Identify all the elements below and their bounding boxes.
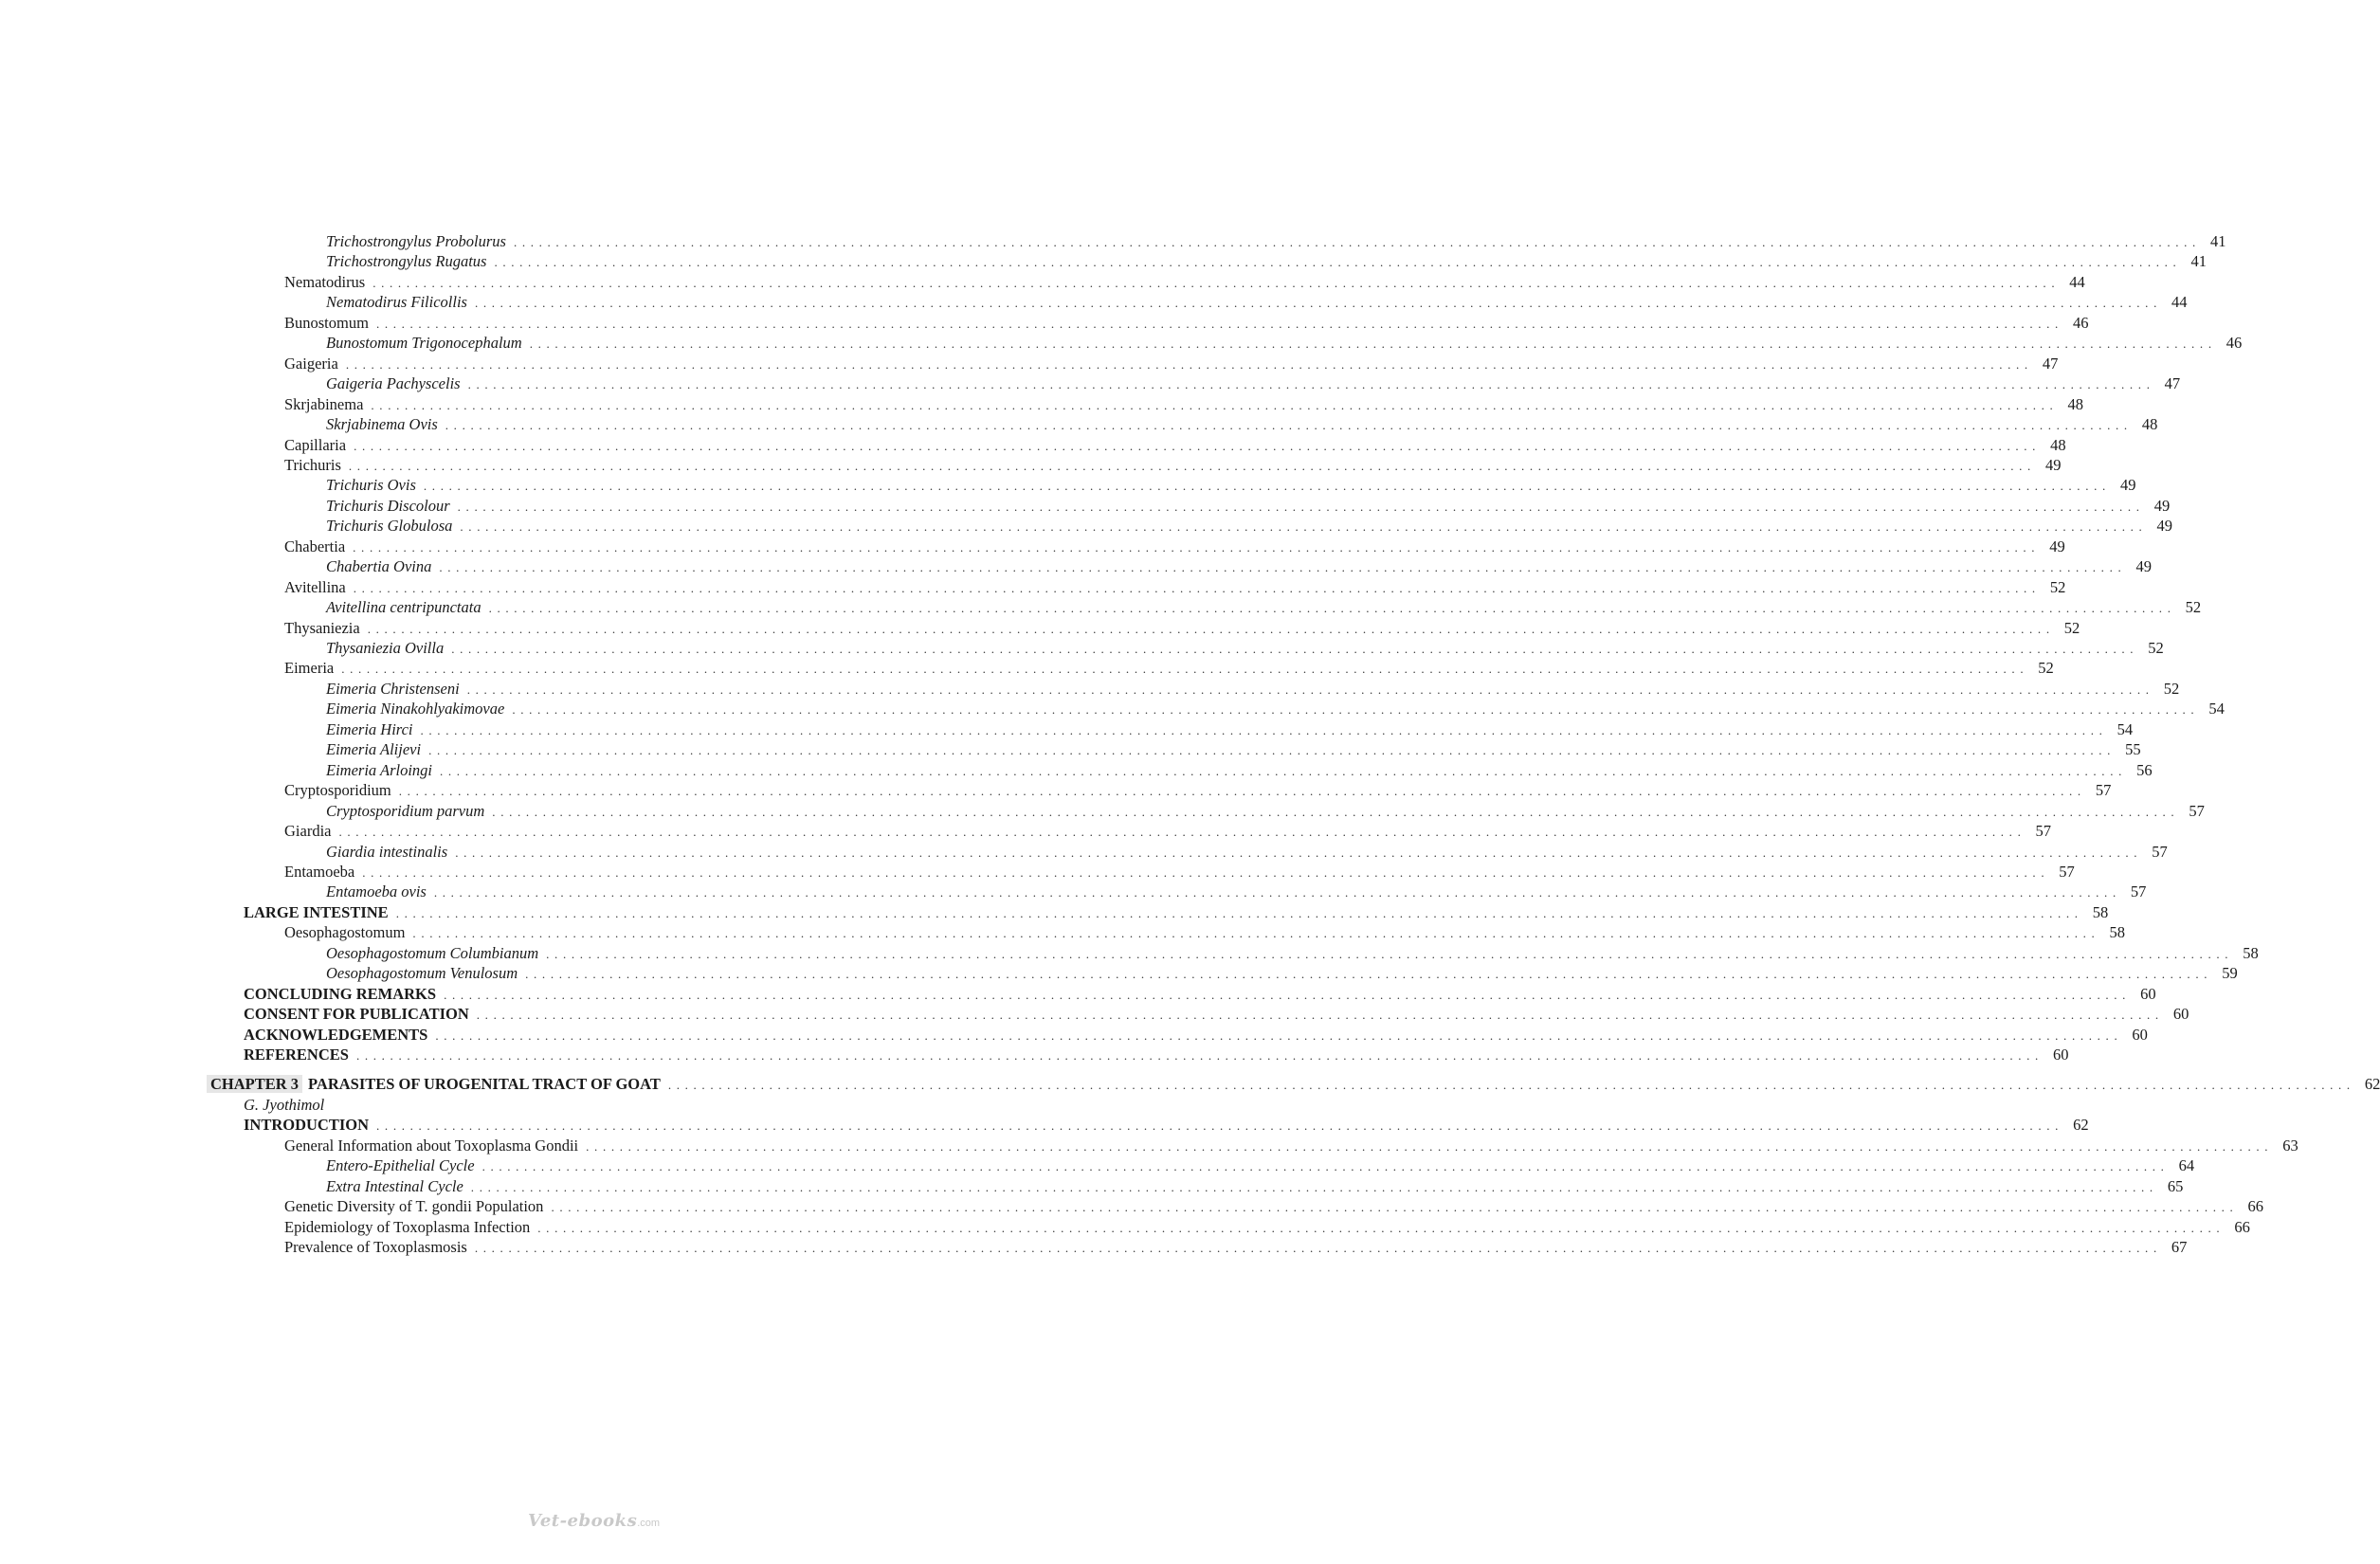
toc-entry[interactable]	[326, 475, 2136, 496]
toc-entry[interactable]	[326, 231, 2226, 252]
leader-dots: . . . . . . . . . . . . . . . . . . . . . . . . . . . . . . . . . . . . . . . . . . . . . . . . . . . . . . . . . . . . . . . . . . . . . . . . . . . . . . . . . . . . . . . . . . . . . . . . . . . . . . . . . . . . . . . . . . . . . . . . . . . . . . . . . . . . . . . . . . . . . . . . . . . . . . . . . . . . . . . . . . . . . . . . . . . . . . . . . . . . . . . . . . . . . . . . . . . . . . . .	[529, 336, 2213, 352]
toc-entry[interactable]	[244, 1004, 2189, 1025]
leader-dots: . . . . . . . . . . . . . . . . . . . . . . . . . . . . . . . . . . . . . . . . . . . . . . . . . . . . . . . . . . . . . . . . . . . . . . . . . . . . . . . . . . . . . . . . . . . . . . . . . . . . . . . . . . . . . . . . . . . . . . . . . . . . . . . . . . . . . . . . . . . . . . . . . . . . . . . . . . . . . . . . . . . . . . . . . . . . . . . . . . . . . . . . . . . . . . . . . . . . . . . .	[444, 987, 2127, 1002]
toc-entry-title: Entero-Epithelial Cycle	[326, 1156, 475, 1175]
page-number: 41	[2210, 232, 2226, 250]
leader-dots: . . . . . . . . . . . . . . . . . . . . . . . . . . . . . . . . . . . . . . . . . . . . . . . . . . . . . . . . . . . . . . . . . . . . . . . . . . . . . . . . . . . . . . . . . . . . . . . . . . . . . . . . . . . . . . . . . . . . . . . . . . . . . . . . . . . . . . . . . . . . . . . . . . . . . . . . . . . . . . . . . . . . . . . . . . . . . . . . . . . . . . . . . . . . . . . . . . . . . . . .	[460, 519, 2143, 535]
toc-entry[interactable]	[244, 1045, 2069, 1065]
toc-entry-title: Genetic Diversity of T. gondii Population	[284, 1197, 544, 1216]
page-number: 44	[2069, 272, 2085, 291]
toc-entry[interactable]	[326, 292, 2188, 313]
page-number: 52	[2148, 639, 2164, 657]
toc-entry[interactable]	[284, 455, 2062, 476]
toc-entry[interactable]	[326, 719, 2134, 740]
toc-entry-title: Extra Intestinal Cycle	[326, 1176, 463, 1195]
toc-entry-title: Eimeria Alijevi	[326, 740, 422, 759]
page-number: 66	[2234, 1217, 2250, 1236]
toc-entry[interactable]	[326, 699, 2225, 719]
toc-entry[interactable]	[326, 496, 2171, 517]
toc-entry[interactable]	[244, 1025, 2148, 1046]
toc-entry-title: ACKNOWLEDGEMENTS	[244, 1025, 428, 1044]
leader-dots: . . . . . . . . . . . . . . . . . . . . . . . . . . . . . . . . . . . . . . . . . . . . . . . . . . . . . . . . . . . . . . . . . . . . . . . . . . . . . . . . . . . . . . . . . . . . . . . . . . . . . . . . . . . . . . . . . . . . . . . . . . . . . . . . . . . . . . . . . . . . . . . . . . . . . . . . . . . . . . . . . . . . . . . . . . . . . . . . . . . . . . . . . . . . . . . . . . . . . . . .	[537, 1220, 2221, 1235]
toc-entry-title: Chabertia	[284, 536, 346, 555]
toc-entry-title: General Information about Toxoplasma Gondii	[284, 1136, 579, 1155]
toc-entry-title: Nematodirus Filicollis	[326, 293, 467, 312]
page-number: 49	[2156, 517, 2172, 536]
page-number: 54	[2117, 719, 2134, 738]
leader-dots: . . . . . . . . . . . . . . . . . . . . . . . . . . . . . . . . . . . . . . . . . . . . . . . . . . . . . . . . . . . . . . . . . . . . . . . . . . . . . . . . . . . . . . . . . . . . . . . . . . . . . . . . . . . . . . . . . . . . . . . . . . . . . . . . . . . . . . . . . . . . . . . . . . . . . . . . . . . . . . . . . . . . . . . . . . . . . . . . . . . . . . . . . . . . . . . . . . . . . . . .	[439, 560, 2122, 575]
page-number: 57	[2035, 822, 2052, 841]
page-number: 60	[2132, 1025, 2148, 1044]
page-number: 57	[2189, 801, 2205, 820]
toc-entry[interactable]	[326, 882, 2147, 902]
toc-entry-title: Trichuris Ovis	[326, 476, 416, 495]
page-number: 59	[2222, 964, 2238, 983]
toc-entry-title: Oesophagostomum	[284, 923, 406, 942]
toc-entry[interactable]	[326, 373, 2181, 394]
toc-entry-title: Skrjabinema Ovis	[326, 415, 438, 434]
page-number: 60	[2172, 1005, 2189, 1024]
page-number: 60	[2140, 984, 2156, 1003]
toc-entry-title: Nematodirus	[284, 272, 366, 291]
leader-dots: . . . . . . . . . . . . . . . . . . . . . . . . . . . . . . . . . . . . . . . . . . . . . . . . . . . . . . . . . . . . . . . . . . . . . . . . . . . . . . . . . . . . . . . . . . . . . . . . . . . . . . . . . . . . . . . . . . . . . . . . . . . . . . . . . . . . . . . . . . . . . . . . . . . . . . . . . . . . . . . . . . . . . . . . . . . . . . . . . . . . . . . . . . . . . . . . . . . . . . . .	[455, 845, 2138, 860]
page-number: 41	[2190, 252, 2207, 271]
page-number: 54	[2208, 700, 2225, 718]
toc-entry[interactable]	[284, 862, 2075, 882]
toc-entry[interactable]	[326, 801, 2205, 822]
toc-entry[interactable]	[284, 1196, 2263, 1217]
leader-dots: . . . . . . . . . . . . . . . . . . . . . . . . . . . . . . . . . . . . . . . . . . . . . . . . . . . . . . . . . . . . . . . . . . . . . . . . . . . . . . . . . . . . . . . . . . . . . . . . . . . . . . . . . . . . . . . . . . . . . . . . . . . . . . . . . . . . . . . . . . . . . . . . . . . . . . . . . . . . . . . . . . . . . . . . . . . . . . . . . . . . . . . . . . . . . . . . . . . . . . . .	[551, 1200, 2234, 1215]
author-line	[244, 1095, 935, 1116]
leader-dots: . . . . . . . . . . . . . . . . . . . . . . . . . . . . . . . . . . . . . . . . . . . . . . . . . . . . . . . . . . . . . . . . . . . . . . . . . . . . . . . . . . . . . . . . . . . . . . . . . . . . . . . . . . . . . . . . . . . . . . . . . . . . . . . . . . . . . . . . . . . . . . . . . . . . . . . . . . . . . . . . . . . . . . . . . . . . . . . . . . . . . . . . . . . . . . . . . . . . . . . .	[338, 825, 2023, 840]
leader-dots: . . . . . . . . . . . . . . . . . . . . . . . . . . . . . . . . . . . . . . . . . . . . . . . . . . . . . . . . . . . . . . . . . . . . . . . . . . . . . . . . . . . . . . . . . . . . . . . . . . . . . . . . . . . . . . . . . . . . . . . . . . . . . . . . . . . . . . . . . . . . . . . . . . . . . . . . . . . . . . . . . . . . . . . . . . . . . . . . . . . . . . . . . . . . . . . . . . . . . . . .	[474, 296, 2158, 311]
page-number: 49	[2119, 476, 2136, 495]
leader-dots: . . . . . . . . . . . . . . . . . . . . . . . . . . . . . . . . . . . . . . . . . . . . . . . . . . . . . . . . . . . . . . . . . . . . . . . . . . . . . . . . . . . . . . . . . . . . . . . . . . . . . . . . . . . . . . . . . . . . . . . . . . . . . . . . . . . . . . . . . . . . . . . . . . . . . . . . . . . . . . . . . . . . . . . . . . . . . . . . . . . . . . . . . . . . . . . . . . . . . . . .	[376, 1118, 2060, 1134]
page-number: 49	[2135, 557, 2152, 576]
page-number: 57	[2059, 862, 2075, 881]
toc-entry-title: Eimeria Ninakohlyakimovae	[326, 700, 505, 718]
toc-entry-title: Avitellina centripunctata	[326, 598, 481, 617]
toc-entry-title: Cryptosporidium	[284, 781, 391, 800]
toc-entry[interactable]	[326, 739, 2141, 760]
toc-entry[interactable]	[284, 272, 2085, 293]
toc-entry-title: LARGE INTESTINE	[244, 902, 389, 921]
leader-dots: . . . . . . . . . . . . . . . . . . . . . . . . . . . . . . . . . . . . . . . . . . . . . . . . . . . . . . . . . . . . . . . . . . . . . . . . . . . . . . . . . . . . . . . . . . . . . . . . . . . . . . . . . . . . . . . . . . . . . . . . . . . . . . . . . . . . . . . . . . . . . . . . . . . . . . . . . . . . . . . . . . . . . . . . . . . . . . . . . . . . . . . . . . . . . . . . . . . . . . . .	[367, 621, 2051, 636]
leader-dots: . . . . . . . . . . . . . . . . . . . . . . . . . . . . . . . . . . . . . . . . . . . . . . . . . . . . . . . . . . . . . . . . . . . . . . . . . . . . . . . . . . . . . . . . . . . . . . . . . . . . . . . . . . . . . . . . . . . . . . . . . . . . . . . . . . . . . . . . . . . . . . . . . . . . . . . . . . . . . . . . . . . . . . . . . . . . . . . . . . . . . . . . . . . . . . . . . . . . . . . .	[470, 1179, 2154, 1194]
leader-dots: . . . . . . . . . . . . . . . . . . . . . . . . . . . . . . . . . . . . . . . . . . . . . . . . . . . . . . . . . . . . . . . . . . . . . . . . . . . . . . . . . . . . . . . . . . . . . . . . . . . . . . . . . . . . . . . . . . . . . . . . . . . . . . . . . . . . . . . . . . . . . . . . . . . . . . . . . . . . . . . . . . . . . . . . . . . . . . . . . . . . . . . . . . . . . . . . . . . . . . . .	[345, 356, 2029, 372]
toc-entry-title	[207, 1074, 668, 1095]
toc-entry-title: Capillaria	[284, 435, 347, 454]
toc-entry[interactable]	[284, 394, 2083, 415]
page-number: 65	[2167, 1176, 2184, 1195]
toc-entry-title: Prevalence of Toxoplasmosis	[284, 1238, 467, 1257]
page-number: 47	[2164, 374, 2181, 393]
page-number: 62	[2364, 1075, 2380, 1094]
leader-dots: . . . . . . . . . . . . . . . . . . . . . . . . . . . . . . . . . . . . . . . . . . . . . . . . . . . . . . . . . . . . . . . . . . . . . . . . . . . . . . . . . . . . . . . . . . . . . . . . . . . . . . . . . . . . . . . . . . . . . . . . . . . . . . . . . . . . . . . . . . . . . . . . . . . . . . . . . . . . . . . . . . . . . . . . . . . . . . . . . . . . . . . . . . . . . . . . . . . . . . . .	[451, 642, 2135, 656]
toc-entry-title: Oesophagostomum Columbianum	[326, 943, 539, 962]
page-number: 67	[2171, 1238, 2188, 1257]
toc-entry-title: Giardia intestinalis	[326, 842, 448, 861]
toc-entry-title: Epidemiology of Toxoplasma Infection	[284, 1217, 531, 1236]
leader-dots: . . . . . . . . . . . . . . . . . . . . . . . . . . . . . . . . . . . . . . . . . . . . . . . . . . . . . . . . . . . . . . . . . . . . . . . . . . . . . . . . . . . . . . . . . . . . . . . . . . . . . . . . . . . . . . . . . . . . . . . . . . . . . . . . . . . . . . . . . . . . . . . . . . . . . . . . . . . . . . . . . . . . . . . . . . . . . . . . . . . . . . . . . . . . . . . . . . . . . . . .	[355, 1048, 2040, 1063]
page-number: 62	[2073, 1116, 2089, 1135]
watermark-logo: Vet-ebooks	[528, 1511, 638, 1531]
leader-dots: . . . . . . . . . . . . . . . . . . . . . . . . . . . . . . . . . . . . . . . . . . . . . . . . . . . . . . . . . . . . . . . . . . . . . . . . . . . . . . . . . . . . . . . . . . . . . . . . . . . . . . . . . . . . . . . . . . . . . . . . . . . . . . . . . . . . . . . . . . . . . . . . . . . . . . . . . . . . . . . . . . . . . . . . . . . . . . . . . . . . . . . . . . . . . . . . . . . . . . . .	[353, 539, 2036, 555]
toc-entry-title: Eimeria Hirci	[326, 719, 413, 738]
toc-entry-title: Avitellina	[284, 577, 346, 596]
toc-entry-title: CONSENT FOR PUBLICATION	[244, 1005, 469, 1024]
leader-dots: . . . . . . . . . . . . . . . . . . . . . . . . . . . . . . . . . . . . . . . . . . . . . . . . . . . . . . . . . . . . . . . . . . . . . . . . . . . . . . . . . . . . . . . . . . . . . . . . . . . . . . . . . . . . . . . . . . . . . . . . . . . . . . . . . . . . . . . . . . . . . . . . . . . . . . . . . . . . . . . . . . . . . . . . . . . . . . . . . . . . . . . . . . . . . . . . . . . . . . . .	[354, 438, 2037, 453]
page-number: 52	[2163, 679, 2180, 698]
page-number: 46	[2226, 334, 2243, 353]
toc-entry[interactable]	[284, 313, 2089, 334]
leader-dots: . . . . . . . . . . . . . . . . . . . . . . . . . . . . . . . . . . . . . . . . . . . . . . . . . . . . . . . . . . . . . . . . . . . . . . . . . . . . . . . . . . . . . . . . . . . . . . . . . . . . . . . . . . . . . . . . . . . . . . . . . . . . . . . . . . . . . . . . . . . . . . . . . . . . . . . . . . . . . . . . . . . . . . . . . . . . . . . . . . . . . . . . . . . . . . . . . . . . . . . .	[428, 743, 2112, 758]
page-number: 52	[2063, 618, 2080, 637]
toc-entry[interactable]	[326, 638, 2164, 659]
toc-entry-title: CONCLUDING REMARKS	[244, 984, 437, 1003]
leader-dots: . . . . . . . . . . . . . . . . . . . . . . . . . . . . . . . . . . . . . . . . . . . . . . . . . . . . . . . . . . . . . . . . . . . . . . . . . . . . . . . . . . . . . . . . . . . . . . . . . . . . . . . . . . . . . . . . . . . . . . . . . . . . . . . . . . . . . . . . . . . . . . . . . . . . . . . . . . . . . . . . . . . . . . . . . . . . . . . . . . . . . . . . . . . . . . . . . . . . . . . .	[467, 377, 2152, 392]
page-number: 49	[2044, 455, 2062, 474]
leader-dots: . . . . . . . . . . . . . . . . . . . . . . . . . . . . . . . . . . . . . . . . . . . . . . . . . . . . . . . . . . . . . . . . . . . . . . . . . . . . . . . . . . . . . . . . . . . . . . . . . . . . . . . . . . . . . . . . . . . . . . . . . . . . . . . . . . . . . . . . . . . . . . . . . . . . . . . . . . . . . . . . . . . . . . . . . . . . . . . . . . . . . . . . . . . . . . . . . . . . . . . .	[494, 255, 2178, 270]
leader-dots: . . . . . . . . . . . . . . . . . . . . . . . . . . . . . . . . . . . . . . . . . . . . . . . . . . . . . . . . . . . . . . . . . . . . . . . . . . . . . . . . . . . . . . . . . . . . . . . . . . . . . . . . . . . . . . . . . . . . . . . . . . . . . . . . . . . . . . . . . . . . . . . . . . . . . . . . . . . . . . . . . . . . . . . . . . . . . . . . . . . . . . . . . . . . . . . . . . . . . . . .	[512, 702, 2195, 718]
leader-dots: . . . . . . . . . . . . . . . . . . . . . . . . . . . . . . . . . . . . . . . . . . . . . . . . . . . . . . . . . . . . . . . . . . . . . . . . . . . . . . . . . . . . . . . . . . . . . . . . . . . . . . . . . . . . . . . . . . . . . . . . . . . . . . . . . . . . . . . . . . . . . . . . . . . . . . . . . . . . . . . . . . . . . . . . . . . . . . . . . . . . . . . . . . . . . . . . . . . . . . . .	[466, 682, 2151, 697]
toc-entry-title: Trichuris	[284, 455, 341, 474]
toc-entry[interactable]	[284, 780, 2112, 801]
toc-entry-title: Giardia	[284, 822, 332, 841]
toc-entry-title: Eimeria	[284, 659, 335, 678]
toc-entry-title: Oesophagostomum Venulosum	[326, 964, 518, 983]
leader-dots: . . . . . . . . . . . . . . . . . . . . . . . . . . . . . . . . . . . . . . . . . . . . . . . . . . . . . . . . . . . . . . . . . . . . . . . . . . . . . . . . . . . . . . . . . . . . . . . . . . . . . . . . . . . . . . . . . . . . . . . . . . . . . . . . . . . . . . . . . . . . . . . . . . . . . . . . . . . . . . . . . . . . . . . . . . . . . . . . . . . . . . . . . . . . . . . . . . . . . . . .	[481, 1159, 2166, 1174]
leader-dots: . . . . . . . . . . . . . . . . . . . . . . . . . . . . . . . . . . . . . . . . . . . . . . . . . . . . . . . . . . . . . . . . . . . . . . . . . . . . . . . . . . . . . . . . . . . . . . . . . . . . . . . . . . . . . . . . . . . . . . . . . . . . . . . . . . . . . . . . . . . . . . . . . . . . . . . . . . . . . . . . . . . . . . . . . . . . . . . . . . . . . . . . . . . . . . . . . . . . . . . .	[348, 458, 2032, 473]
toc-entry-title: Skrjabinema	[284, 394, 364, 413]
toc-entry[interactable]	[326, 333, 2243, 354]
toc-entry[interactable]	[326, 679, 2180, 700]
toc-entry[interactable]	[326, 556, 2152, 577]
page-number: 52	[2038, 659, 2054, 678]
toc-entry-title: Gaigeria Pachyscelis	[326, 374, 461, 393]
chapter-entry[interactable]	[207, 1074, 2380, 1095]
page-number: 55	[2125, 740, 2141, 759]
leader-dots: . . . . . . . . . . . . . . . . . . . . . . . . . . . . . . . . . . . . . . . . . . . . . . . . . . . . . . . . . . . . . . . . . . . . . . . . . . . . . . . . . . . . . . . . . . . . . . . . . . . . . . . . . . . . . . . . . . . . . . . . . . . . . . . . . . . . . . . . . . . . . . . . . . . . . . . . . . . . . . . . . . . . . . . . . . . . . . . . . . . . . . . . . . . . . . . . . . . . . . . .	[667, 1078, 2352, 1093]
toc-entry[interactable]	[284, 1217, 2250, 1238]
toc-entry-title: Gaigeria	[284, 354, 338, 373]
leader-dots: . . . . . . . . . . . . . . . . . . . . . . . . . . . . . . . . . . . . . . . . . . . . . . . . . . . . . . . . . . . . . . . . . . . . . . . . . . . . . . . . . . . . . . . . . . . . . . . . . . . . . . . . . . . . . . . . . . . . . . . . . . . . . . . . . . . . . . . . . . . . . . . . . . . . . . . . . . . . . . . . . . . . . . . . . . . . . . . . . . . . . . . . . . . . . . . . . . . . . . . .	[457, 499, 2141, 514]
toc-entry[interactable]	[284, 536, 2065, 557]
page-number: 58	[2109, 923, 2125, 942]
toc-entry[interactable]	[284, 354, 2059, 374]
leader-dots: . . . . . . . . . . . . . . . . . . . . . . . . . . . . . . . . . . . . . . . . . . . . . . . . . . . . . . . . . . . . . . . . . . . . . . . . . . . . . . . . . . . . . . . . . . . . . . . . . . . . . . . . . . . . . . . . . . . . . . . . . . . . . . . . . . . . . . . . . . . . . . . . . . . . . . . . . . . . . . . . . . . . . . . . . . . . . . . . . . . . . . . . . . . . . . . . . . . . . . . .	[395, 905, 2080, 920]
toc-entry-title: Thysaniezia	[284, 618, 360, 637]
leader-dots: . . . . . . . . . . . . . . . . . . . . . . . . . . . . . . . . . . . . . . . . . . . . . . . . . . . . . . . . . . . . . . . . . . . . . . . . . . . . . . . . . . . . . . . . . . . . . . . . . . . . . . . . . . . . . . . . . . . . . . . . . . . . . . . . . . . . . . . . . . . . . . . . . . . . . . . . . . . . . . . . . . . . . . . . . . . . . . . . . . . . . . . . . . . . . . . . . . . . . . . .	[362, 864, 2045, 880]
toc-entry-title: Entamoeba ovis	[326, 882, 427, 901]
toc-entry[interactable]	[244, 1115, 2089, 1136]
toc-entry-title: Cryptosporidium parvum	[326, 801, 485, 820]
page-number: 49	[2153, 496, 2171, 515]
toc-entry-title: Trichuris Globulosa	[326, 517, 453, 536]
toc-entry[interactable]	[284, 1136, 2298, 1156]
leader-dots: . . . . . . . . . . . . . . . . . . . . . . . . . . . . . . . . . . . . . . . . . . . . . . . . . . . . . . . . . . . . . . . . . . . . . . . . . . . . . . . . . . . . . . . . . . . . . . . . . . . . . . . . . . . . . . . . . . . . . . . . . . . . . . . . . . . . . . . . . . . . . . . . . . . . . . . . . . . . . . . . . . . . . . . . . . . . . . . . . . . . . . . . . . . . . . . . . . . . . . . .	[476, 1008, 2160, 1023]
leader-dots: . . . . . . . . . . . . . . . . . . . . . . . . . . . . . . . . . . . . . . . . . . . . . . . . . . . . . . . . . . . . . . . . . . . . . . . . . . . . . . . . . . . . . . . . . . . . . . . . . . . . . . . . . . . . . . . . . . . . . . . . . . . . . . . . . . . . . . . . . . . . . . . . . . . . . . . . . . . . . . . . . . . . . . . . . . . . . . . . . . . . . . . . . . . . . . . . . . . . . . . .	[488, 601, 2172, 616]
toc-entry-title: Trichostrongylus Rugatus	[326, 252, 487, 271]
leader-dots: . . . . . . . . . . . . . . . . . . . . . . . . . . . . . . . . . . . . . . . . . . . . . . . . . . . . . . . . . . . . . . . . . . . . . . . . . . . . . . . . . . . . . . . . . . . . . . . . . . . . . . . . . . . . . . . . . . . . . . . . . . . . . . . . . . . . . . . . . . . . . . . . . . . . . . . . . . . . . . . . . . . . . . . . . . . . . . . . . . . . . . . . . . . . . . . . . . . . . . . .	[420, 722, 2104, 737]
page-number: 48	[2141, 415, 2158, 434]
page-number: 48	[2067, 394, 2083, 413]
toc-entry-title: Bunostomum Trigonocephalum	[326, 334, 522, 353]
leader-dots: . . . . . . . . . . . . . . . . . . . . . . . . . . . . . . . . . . . . . . . . . . . . . . . . . . . . . . . . . . . . . . . . . . . . . . . . . . . . . . . . . . . . . . . . . . . . . . . . . . . . . . . . . . . . . . . . . . . . . . . . . . . . . . . . . . . . . . . . . . . . . . . . . . . . . . . . . . . . . . . . . . . . . . . . . . . . . . . . . . . . . . . . . . . . . . . . . . . . . . . .	[423, 479, 2107, 494]
page-number: 63	[2282, 1136, 2298, 1155]
page-number: 44	[2171, 293, 2188, 312]
leader-dots: . . . . . . . . . . . . . . . . . . . . . . . . . . . . . . . . . . . . . . . . . . . . . . . . . . . . . . . . . . . . . . . . . . . . . . . . . . . . . . . . . . . . . . . . . . . . . . . . . . . . . . . . . . . . . . . . . . . . . . . . . . . . . . . . . . . . . . . . . . . . . . . . . . . . . . . . . . . . . . . . . . . . . . . . . . . . . . . . . . . . . . . . . . . . . . . . . . . . . . . .	[341, 662, 2025, 677]
leader-dots: . . . . . . . . . . . . . . . . . . . . . . . . . . . . . . . . . . . . . . . . . . . . . . . . . . . . . . . . . . . . . . . . . . . . . . . . . . . . . . . . . . . . . . . . . . . . . . . . . . . . . . . . . . . . . . . . . . . . . . . . . . . . . . . . . . . . . . . . . . . . . . . . . . . . . . . . . . . . . . . . . . . . . . . . . . . . . . . . . . . . . . . . . . . . . . . . . . . . . . . .	[412, 926, 2096, 941]
toc-entry[interactable]	[244, 902, 2109, 923]
leader-dots: . . . . . . . . . . . . . . . . . . . . . . . . . . . . . . . . . . . . . . . . . . . . . . . . . . . . . . . . . . . . . . . . . . . . . . . . . . . . . . . . . . . . . . . . . . . . . . . . . . . . . . . . . . . . . . . . . . . . . . . . . . . . . . . . . . . . . . . . . . . . . . . . . . . . . . . . . . . . . . . . . . . . . . . . . . . . . . . . . . . . . . . . . . . . . . . . . . . . . . . .	[513, 235, 2197, 249]
toc-entry[interactable]	[284, 821, 2052, 842]
toc-entry-title: Trichuris Discolour	[326, 496, 450, 515]
leader-dots: . . . . . . . . . . . . . . . . . . . . . . . . . . . . . . . . . . . . . . . . . . . . . . . . . . . . . . . . . . . . . . . . . . . . . . . . . . . . . . . . . . . . . . . . . . . . . . . . . . . . . . . . . . . . . . . . . . . . . . . . . . . . . . . . . . . . . . . . . . . . . . . . . . . . . . . . . . . . . . . . . . . . . . . . . . . . . . . . . . . . . . . . . . . . . . . . . . . . . . . .	[546, 946, 2229, 961]
page-number: 64	[2178, 1156, 2195, 1175]
chapter-title: PARASITES OF UROGENITAL TRACT OF GOAT	[308, 1075, 661, 1094]
toc-entry[interactable]	[326, 842, 2168, 863]
toc-entry-title: Eimeria Arloingi	[326, 760, 432, 779]
page-number: 46	[2073, 313, 2089, 332]
page-number: 56	[2136, 760, 2153, 779]
page-number: 52	[2049, 577, 2066, 596]
toc-entry[interactable]	[284, 435, 2066, 456]
page-number: 49	[2049, 536, 2065, 555]
leader-dots: . . . . . . . . . . . . . . . . . . . . . . . . . . . . . . . . . . . . . . . . . . . . . . . . . . . . . . . . . . . . . . . . . . . . . . . . . . . . . . . . . . . . . . . . . . . . . . . . . . . . . . . . . . . . . . . . . . . . . . . . . . . . . . . . . . . . . . . . . . . . . . . . . . . . . . . . . . . . . . . . . . . . . . . . . . . . . . . . . . . . . . . . . . . . . . . . . . . . . . . .	[586, 1138, 2269, 1154]
toc-entry-title: Entamoeba	[284, 862, 355, 881]
toc-entry[interactable]	[284, 577, 2066, 598]
toc-entry[interactable]	[326, 943, 2259, 964]
toc-entry[interactable]	[326, 597, 2202, 618]
toc-entry-title: Chabertia Ovina	[326, 557, 432, 576]
watermark-suffix: .com	[637, 1518, 661, 1529]
leader-dots: . . . . . . . . . . . . . . . . . . . . . . . . . . . . . . . . . . . . . . . . . . . . . . . . . . . . . . . . . . . . . . . . . . . . . . . . . . . . . . . . . . . . . . . . . . . . . . . . . . . . . . . . . . . . . . . . . . . . . . . . . . . . . . . . . . . . . . . . . . . . . . . . . . . . . . . . . . . . . . . . . . . . . . . . . . . . . . . . . . . . . . . . . . . . . . . . . . . . . . . .	[375, 316, 2060, 331]
page-number: 48	[2050, 435, 2066, 454]
toc-entry[interactable]	[284, 618, 2080, 639]
toc-entry[interactable]	[284, 922, 2125, 943]
toc-entry[interactable]	[284, 1237, 2188, 1258]
leader-dots: . . . . . . . . . . . . . . . . . . . . . . . . . . . . . . . . . . . . . . . . . . . . . . . . . . . . . . . . . . . . . . . . . . . . . . . . . . . . . . . . . . . . . . . . . . . . . . . . . . . . . . . . . . . . . . . . . . . . . . . . . . . . . . . . . . . . . . . . . . . . . . . . . . . . . . . . . . . . . . . . . . . . . . . . . . . . . . . . . . . . . . . . . . . . . . . . . . . . . . . .	[398, 784, 2082, 799]
toc-entry-title: Eimeria Christenseni	[326, 679, 460, 698]
leader-dots: . . . . . . . . . . . . . . . . . . . . . . . . . . . . . . . . . . . . . . . . . . . . . . . . . . . . . . . . . . . . . . . . . . . . . . . . . . . . . . . . . . . . . . . . . . . . . . . . . . . . . . . . . . . . . . . . . . . . . . . . . . . . . . . . . . . . . . . . . . . . . . . . . . . . . . . . . . . . . . . . . . . . . . . . . . . . . . . . . . . . . . . . . . . . . . . . . . . . . . . .	[372, 275, 2056, 290]
leader-dots: . . . . . . . . . . . . . . . . . . . . . . . . . . . . . . . . . . . . . . . . . . . . . . . . . . . . . . . . . . . . . . . . . . . . . . . . . . . . . . . . . . . . . . . . . . . . . . . . . . . . . . . . . . . . . . . . . . . . . . . . . . . . . . . . . . . . . . . . . . . . . . . . . . . . . . . . . . . . . . . . . . . . . . . . . . . . . . . . . . . . . . . . . . . . . . . . . . . . . . . .	[435, 1028, 2118, 1043]
page-number: 52	[2185, 598, 2202, 617]
leader-dots: . . . . . . . . . . . . . . . . . . . . . . . . . . . . . . . . . . . . . . . . . . . . . . . . . . . . . . . . . . . . . . . . . . . . . . . . . . . . . . . . . . . . . . . . . . . . . . . . . . . . . . . . . . . . . . . . . . . . . . . . . . . . . . . . . . . . . . . . . . . . . . . . . . . . . . . . . . . . . . . . . . . . . . . . . . . . . . . . . . . . . . . . . . . . . . . . . . . . . . . .	[353, 580, 2037, 595]
leader-dots: . . . . . . . . . . . . . . . . . . . . . . . . . . . . . . . . . . . . . . . . . . . . . . . . . . . . . . . . . . . . . . . . . . . . . . . . . . . . . . . . . . . . . . . . . . . . . . . . . . . . . . . . . . . . . . . . . . . . . . . . . . . . . . . . . . . . . . . . . . . . . . . . . . . . . . . . . . . . . . . . . . . . . . . . . . . . . . . . . . . . . . . . . . . . . . . . . . . . . . . .	[440, 763, 2123, 778]
page-number: 58	[2092, 902, 2109, 921]
toc-entry[interactable]	[326, 251, 2207, 272]
page-number: 47	[2042, 354, 2059, 373]
page-number: 66	[2247, 1197, 2263, 1216]
toc-entry[interactable]	[326, 1176, 2184, 1197]
toc-entry[interactable]	[326, 1155, 2195, 1176]
footer-watermark	[528, 1511, 680, 1536]
toc-entry[interactable]	[326, 414, 2158, 435]
page-number: 57	[2130, 882, 2147, 901]
page-number: 57	[2152, 842, 2168, 861]
toc-entry-title: INTRODUCTION	[244, 1116, 370, 1135]
chapter-number: CHAPTER 3	[207, 1075, 302, 1093]
toc-entry[interactable]	[244, 984, 2156, 1005]
page-number: 57	[2095, 781, 2112, 800]
toc-entry-title: G. Jyothimol	[244, 1095, 325, 1114]
leader-dots: . . . . . . . . . . . . . . . . . . . . . . . . . . . . . . . . . . . . . . . . . . . . . . . . . . . . . . . . . . . . . . . . . . . . . . . . . . . . . . . . . . . . . . . . . . . . . . . . . . . . . . . . . . . . . . . . . . . . . . . . . . . . . . . . . . . . . . . . . . . . . . . . . . . . . . . . . . . . . . . . . . . . . . . . . . . . . . . . . . . . . . . . . . . . . . . . . . . . . . . .	[474, 1241, 2158, 1256]
page-number: 60	[2053, 1046, 2069, 1064]
toc-entry-title: REFERENCES	[244, 1046, 349, 1064]
toc-entry[interactable]	[326, 963, 2238, 984]
leader-dots: . . . . . . . . . . . . . . . . . . . . . . . . . . . . . . . . . . . . . . . . . . . . . . . . . . . . . . . . . . . . . . . . . . . . . . . . . . . . . . . . . . . . . . . . . . . . . . . . . . . . . . . . . . . . . . . . . . . . . . . . . . . . . . . . . . . . . . . . . . . . . . . . . . . . . . . . . . . . . . . . . . . . . . . . . . . . . . . . . . . . . . . . . . . . . . . . . . . . . . . .	[525, 967, 2208, 982]
toc-entry-title: Thysaniezia Ovilla	[326, 639, 445, 657]
leader-dots: . . . . . . . . . . . . . . . . . . . . . . . . . . . . . . . . . . . . . . . . . . . . . . . . . . . . . . . . . . . . . . . . . . . . . . . . . . . . . . . . . . . . . . . . . . . . . . . . . . . . . . . . . . . . . . . . . . . . . . . . . . . . . . . . . . . . . . . . . . . . . . . . . . . . . . . . . . . . . . . . . . . . . . . . . . . . . . . . . . . . . . . . . . . . . . . . . . . . . . . .	[371, 397, 2054, 412]
leader-dots: . . . . . . . . . . . . . . . . . . . . . . . . . . . . . . . . . . . . . . . . . . . . . . . . . . . . . . . . . . . . . . . . . . . . . . . . . . . . . . . . . . . . . . . . . . . . . . . . . . . . . . . . . . . . . . . . . . . . . . . . . . . . . . . . . . . . . . . . . . . . . . . . . . . . . . . . . . . . . . . . . . . . . . . . . . . . . . . . . . . . . . . . . . . . . . . . . . . . . . . .	[445, 418, 2129, 433]
toc-entry-title: Trichostrongylus Probolurus	[326, 232, 506, 250]
page-number: 58	[2243, 943, 2259, 962]
toc-entry-title: Bunostomum	[284, 313, 369, 332]
toc-entry[interactable]	[284, 658, 2054, 679]
toc-entry[interactable]	[326, 516, 2172, 536]
leader-dots: . . . . . . . . . . . . . . . . . . . . . . . . . . . . . . . . . . . . . . . . . . . . . . . . . . . . . . . . . . . . . . . . . . . . . . . . . . . . . . . . . . . . . . . . . . . . . . . . . . . . . . . . . . . . . . . . . . . . . . . . . . . . . . . . . . . . . . . . . . . . . . . . . . . . . . . . . . . . . . . . . . . . . . . . . . . . . . . . . . . . . . . . . . . . . . . . . . . . . . . .	[492, 804, 2175, 819]
toc-entry[interactable]	[326, 760, 2153, 781]
leader-dots: . . . . . . . . . . . . . . . . . . . . . . . . . . . . . . . . . . . . . . . . . . . . . . . . . . . . . . . . . . . . . . . . . . . . . . . . . . . . . . . . . . . . . . . . . . . . . . . . . . . . . . . . . . . . . . . . . . . . . . . . . . . . . . . . . . . . . . . . . . . . . . . . . . . . . . . . . . . . . . . . . . . . . . . . . . . . . . . . . . . . . . . . . . . . . . . . . . . . . . . .	[433, 885, 2117, 900]
